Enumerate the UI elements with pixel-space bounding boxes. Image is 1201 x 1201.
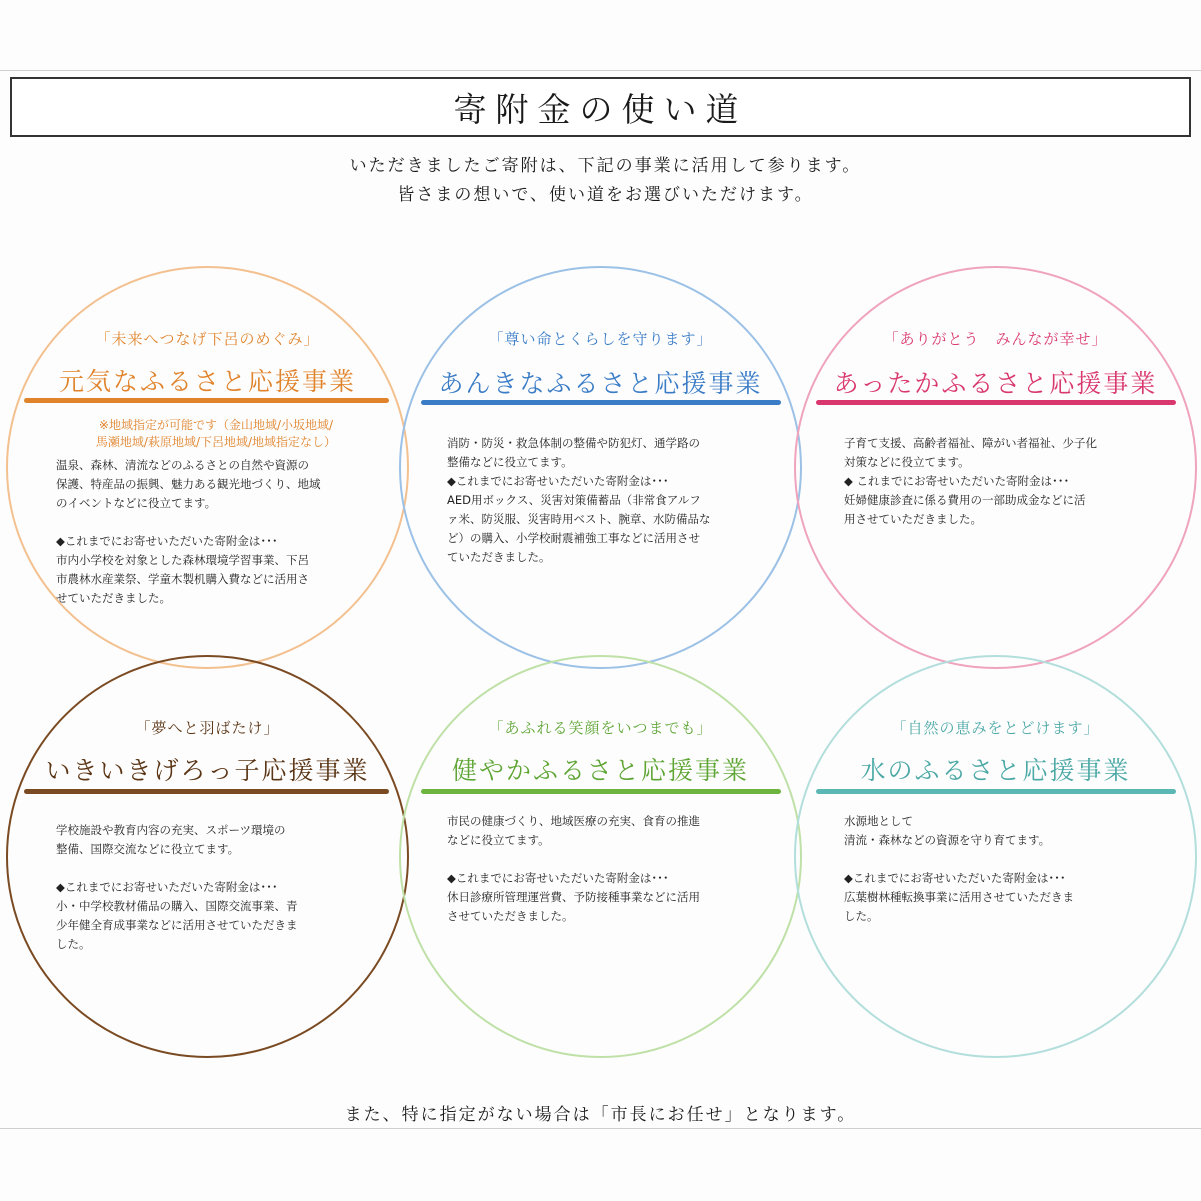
heading-underline xyxy=(421,789,781,794)
project-card[interactable] xyxy=(794,655,1197,1058)
project-tagline: 「夢へと羽ばたけ」 xyxy=(135,719,280,737)
project-card[interactable] xyxy=(399,655,802,1058)
heading-underline xyxy=(816,400,1176,405)
project-description: 市民の健康づくり、地域医療の充実、食育の推進 などに役立てます。 ◆これまでにお寄せいただいた寄附金は･･･ 休日診療所管理運営費、予防接種事業などに活用 させていただきました。 xyxy=(447,814,700,923)
project-description: 子育て支援、高齢者福祉、障がい者福祉、少子化 対策などに役立てます。 ◆ これまでにお寄せいただいた寄附金は･･･ 妊婦健康診査に係る費用の一部助成金などに活 用させていただきました。 xyxy=(844,436,1097,526)
project-heading: あんきなふるさと応援事業 xyxy=(438,369,763,398)
project-note: ※地域指定が可能です（金山地域/小坂地域/ 馬瀬地域/萩原地域/下呂地域/地域指定なし） xyxy=(95,418,337,449)
project-description: 消防・防災・救急体制の整備や防犯灯、通学路の 整備などに役立てます。 ◆これまでにお寄せいただいた寄附金は･･･ AED用ボックス、災害対策備蓄品（非常食アルフ ァ米、防災服、災害時用ベスト、腕章、水防備品な ど）の購入、小学校耐震補強工事などに活用させ ていただきました。 xyxy=(447,436,711,564)
heading-underline xyxy=(24,789,389,794)
heading-underline xyxy=(816,789,1176,794)
project-card[interactable] xyxy=(6,266,409,669)
intro-line: いただきましたご寄附は、下記の事業に活用して参ります。 xyxy=(349,156,862,176)
project-tagline: 「あふれる笑顔をいつまでも」 xyxy=(488,719,713,737)
project-heading: あったかふるさと応援事業 xyxy=(833,369,1158,398)
project-heading: 元気なふるさと応援事業 xyxy=(58,367,356,396)
project-tagline: 「自然の恵みをとどけます」 xyxy=(891,719,1100,737)
top-divider xyxy=(0,70,1201,71)
heading-underline xyxy=(24,398,389,403)
intro-text xyxy=(0,152,1201,210)
project-description: 水源地として 清流・森林などの資源を守り育てます。 ◆これまでにお寄せいただいた寄附金は･･･ 広葉樹林種転換事業に活用させていただきま した。 xyxy=(844,814,1074,923)
project-card[interactable] xyxy=(794,266,1197,669)
project-description: 学校施設や教育内容の充実、スポーツ環境の 整備、国際交流などに役立てます。 ◆これまでにお寄せいただいた寄附金は･･･ 小・中学校教材備品の購入、国際交流事業、青 少年健全育成事業などに活用させていただきま した。 xyxy=(56,823,298,951)
title-banner xyxy=(10,77,1191,137)
project-card[interactable] xyxy=(6,655,409,1058)
page-title: 寄附金の使い道 xyxy=(453,89,748,129)
project-tagline: 「未来へつなげ下呂のめぐみ」 xyxy=(95,330,320,348)
project-heading: いきいきげろっ子応援事業 xyxy=(45,756,370,785)
bottom-divider xyxy=(0,1128,1201,1129)
project-heading: 健やかふるさと応援事業 xyxy=(451,756,749,785)
intro-line: 皆さまの想いで、使い道をお選びいただけます。 xyxy=(397,185,814,205)
project-description: 温泉、森林、清流などのふるさとの自然や資源の 保護、特産品の振興、魅力ある観光地づくり、地域 のイベントなどに役立てます。 ◆これまでにお寄せいただいた寄附金は･･･ 市内小学校を対象とした森林環境学習事業、下呂 市農林水産業祭、学童木製机購入費などに活用さ せていただきました。 xyxy=(56,458,321,605)
default-allocation-note: また、特に指定がない場合は「市長にお任せ」となります。 xyxy=(344,1105,857,1125)
project-tagline: 「尊い命とくらしを守ります」 xyxy=(488,330,713,348)
project-tagline: 「ありがとう みんなが幸せ」 xyxy=(883,330,1108,348)
heading-underline xyxy=(421,400,781,405)
project-heading: 水のふるさと応援事業 xyxy=(860,756,1131,785)
project-card[interactable] xyxy=(399,266,802,669)
